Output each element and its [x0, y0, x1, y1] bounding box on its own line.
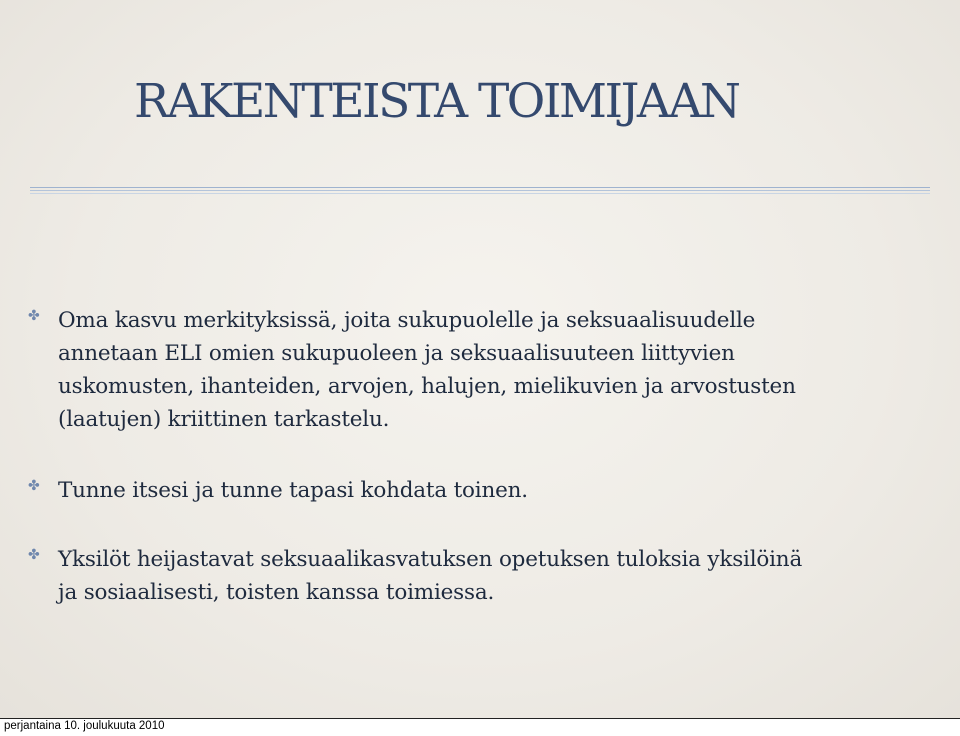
- bullet-line: (laatujen) kriittinen tarkastelu.: [58, 407, 390, 432]
- footer-bar: [0, 718, 960, 736]
- bullet-ornament-icon: ✤: [28, 478, 40, 494]
- bullet-text: [58, 304, 938, 436]
- slide-title: RAKENTEISTA TOIMIJAAN: [134, 74, 739, 129]
- bullet-ornament-icon: ✤: [28, 308, 40, 324]
- bullet-line: Yksilöt heijastavat seksuaalikasvatuksen opetuksen tuloksia yksilöinä: [58, 547, 803, 572]
- bullet-text: [58, 543, 938, 609]
- title-divider-line: [30, 193, 930, 194]
- bullet-line: Tunne itsesi ja tunne tapasi kohdata toinen.: [58, 478, 528, 503]
- bullet-ornament-icon: ✤: [28, 547, 40, 563]
- bullet-line: uskomusten, ihanteiden, arvojen, halujen, mielikuvien ja arvostusten: [58, 374, 796, 399]
- bullet-line: ja sosiaalisesti, toisten kanssa toimiessa.: [58, 580, 495, 605]
- bullet-line: annetaan ELI omien sukupuoleen ja seksuaalisuuteen liittyvien: [58, 341, 735, 366]
- bullet-line: Oma kasvu merkityksissä, joita sukupuolelle ja seksuaalisuudelle: [58, 308, 756, 333]
- bullet-text: [58, 474, 938, 507]
- title-divider-line: [30, 187, 930, 188]
- footer-date: perjantaina 10. joulukuuta 2010: [4, 720, 165, 732]
- title-divider-line: [30, 190, 930, 191]
